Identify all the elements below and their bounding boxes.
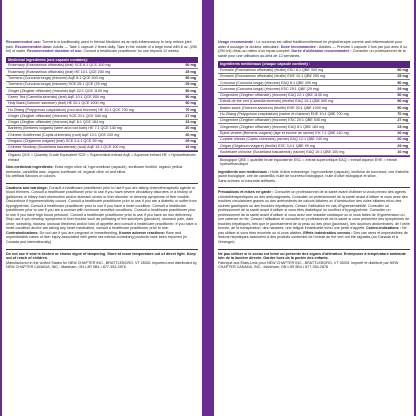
fr-ingredients-table	[218, 68, 410, 156]
table-row: Rosemary (Rosmarinus officinalis) (leaf) SCE 6:1 QCE 300 mg 50 mg	[8, 63, 196, 68]
en-table-header: Medicinal ingredients (one capsule contains):	[6, 57, 198, 64]
fr-cautions: Précautions et mises en garde : Consulter un professionnel de la santé avant d'utiliser si vous prenez des agents chimiothérapeutiques ou des anticoagulants. Consulter un professionnel de la santé avant d'utiliser si vous avez des troubles circulatoires graves ou des antécédents de calculs biliaires ou d'obstruction des voies biliaires et/ou des ulcères gastriques ou des troubles hépatiques. Cesser l'utilisation en cas d'hypersensibilité. Consulter un professionnel de la santé avant d'utiliser si vous êtes diabétique ou souffrez d'hypoglycémie. Consulter un professionnel de la santé avant d'utiliser si vous avez une maladie cardiaque ou si vous faites de l'hypertension ou une carence en fer. Cesser l'utilisation et consulter un professionnel de la santé si vous présentez des symptômes de troubles hépatiques, tels que le jaunissement de la peau ou des yeux (jaunisse), des douleurs abdominales, de l'urine foncée, de la transpiration, des nausées, une fatigue inhabituelle et/ou une perte d'appétit. Contre-indications : Ne pas utiliser si vous êtes enceinte ou si vous allaitez. Effets indésirables connus : Des cas rares et imprévisibles de lésions hépatiques associées à des produits contenant de l'extrait de thé vert ont été signalés (au Canada et à l'étranger).	[218, 187, 410, 244]
en-recommended-use: Recommended use: Turmeric is traditionally used in Herbal Medicine as an anti-inflammatory to help relieve joint pain. Recommended dose: Adults — Take 1 capsule 2 times daily. Take in the middle of a large meal with 8 oz. (250 ml) of water. Recommended duration of use: Consult a healthcare practitioner for use beyond 12 weeks.	[6, 40, 198, 54]
table-row: Gingembre (Zingiber officinale) (rhizome) EAQ 22:1 QBE 1100 mg 50 mg	[220, 93, 408, 98]
table-row: Ginger (Zingiber officinale) (rhizome) AqE 8:1 QCE 184 mg 23 mg	[8, 120, 196, 125]
table-row: Hu Zhang (Polygonum cuspidatum) (root and rhizome) HE 10:1 QCE 700 mg 70 mg	[8, 107, 196, 112]
table-row: Origan (Origanum vulgare) (feuille) ESC 3,4:1 QBE 99 mg 29 mg	[220, 143, 408, 148]
table-row: Turmeric (Curcuma longa) (rhizome) SCE 25:1 QCE (29 mg) 29 mg	[8, 82, 196, 87]
en-cautions: Cautions and warnings: Consult a healthcare practitioner prior to use if you are taking chemotherapeutic agents or blood thinners. Consult a healthcare practitioner prior to use if you have severe circulatory disorders or a history of gallstones or biliary tract obstruction and/or stomach ulcers or liver disorder or develop symptoms of liver trouble. Discontinue if hypersensitivity occurs. Consult a healthcare practitioner prior to use if you are a diabetic or suffer from hypoglycemia. Consult a healthcare practitioner prior to use if you have a heart condition. Consult a healthcare practitioner prior to use if you are a woman with hormone sensitive conditions. Consult a healthcare practitioner prior to use if you have high blood pressure. Consult a healthcare practitioner prior to use if you have an iron deficiency. Stop use if you develop symptoms of liver trouble such as yellowing of the skin/eyes (jaundice), stomach pain, dark urine, sweating, nausea, unusual tiredness and/or loss of appetite and consult a healthcare practitioner. If you have a heart condition and/or are taking any heart medication, consult a healthcare practitioner prior to use. Contraindications: Do not use if you are pregnant or breastfeeding. Known adverse reactions: Rare and unpredictable cases of liver injury associated with green tea extract-containing products have been reported (in Canada and internationally).	[6, 183, 198, 245]
table-row: Curcuma (Curcuma longa) (rhizome) EAQ 8:1 QBE 400 mg 50 mg	[220, 80, 408, 85]
table-row: Turmeric (Curcuma longa) (rhizome) AqE 8:1 QCE 400 mg 50 mg	[8, 76, 196, 81]
en-footer: Do not use if seal is broken or shows signs of tampering. Store at room temperature out of direct light. Keep out of reach of children. Manufactured in the United States for NEW CHAPTER INC., BRATTLEBORO, VT 05301 Imported and distributed by NEW CHAPTER CANADA, INC., Markham, ON L3R 5B4 • 877-354-2876	[6, 249, 198, 270]
table-row: Oregano (Origanum vulgare) (leaf) SCE 3.4:1 QCE 99 mg 29 mg	[8, 139, 196, 144]
table-row: Ginger (Zingiber officinale) (rhizome) SCE 20:1 QCE 540 mg 27 mg	[8, 113, 196, 118]
fr-legend: Biologique QBE = quantité brute équivalente ESC = extrait supercritique EAQ = extrait aqueux EHE = extrait hydroéthanolique	[218, 156, 410, 168]
fr-recommended-use: Usage recommandé : Le curcuma est utilisé traditionnellement en phytothérapie comme anti-inflammatoire pour aider à soulager la douleur articulaire. Dose recommandée : Adultes — Prendre 1 capsule 2 fois par jour avec 8 oz. (250 ml) d'eau au milieu d'un repas complet. Durée d'utilisation recommandée : Consulter un professionnel de la santé pour une utilisation au-delà de 12 semaines.	[218, 40, 409, 58]
table-row: Scutellaire chinoise (Scutellaria baicalensis) (racine) EAQ 10:1 QBE 100 mg 10 mg	[220, 149, 408, 154]
fr-non-medicinal: Ingrédients non médicinaux : Huile d'olive extravierge, hypromellose (capsule), lécithine de tournesol, cire d'abeille jaune biologique, cire de candelilla, huile de tournesol biologique, huile d'olive biologique et silice. Sans arômes ni colorants artificiels.	[218, 169, 409, 183]
table-row: Holy Basil (Ocimum sanctum) (leaf) HE 20:1 QCE 1000 mg 50 mg	[8, 101, 196, 106]
table-row: Gingembre (Zingiber officinale) (rhizome) ESC 20:1 QBE 540 mg 27 mg	[220, 118, 408, 123]
fr-table-header: Ingrédients médicinaux (chaque capsule contient) :	[218, 61, 410, 68]
table-row: Barberry (Berberis vulgaris) (stem and root bark) HE 7:1 QCE 140 mg 20 mg	[8, 126, 196, 131]
purple-divider	[202, 0, 214, 416]
table-row: Romarin (Rosmarinus officinalis) (feuille) EHE 10:1 QBE 250 mg 25 mg	[220, 74, 408, 79]
en-non-medicinal: Non-medicinal ingredients: Extra virgin olive oil, hypromellose (capsule), sunflower lecithin, organic yellow beeswax, candelilla wax, organic sunflower oil, organic olive oil and silica. No artificial flavours or colours.	[6, 165, 183, 179]
table-row: Rosemary (Rosmarinus officinalis) (leaf) HE 10:1 QCE 250 mg 25 mg	[8, 69, 196, 74]
table-row: Chinese Skullcap (Scutellaria baicalensis) (root) AqE 10:1 QCE 100 mg 10 mg	[8, 145, 196, 150]
table-row: Épine-vinette (Berberis vulgaris) (tige et écorce de racine) EH 7:1 QBE 140 mg 20 mg	[220, 130, 408, 135]
table-row: Chinese Goldthread (Coptis chinensis) (root) AqE 12:1 QCE 240 mg 20 mg	[8, 132, 196, 137]
en-ingredients-table	[6, 63, 198, 151]
fr-footer: Ne pas utiliser si le sceau est brisé ou présente des signes d'altération. Entreposer à température ambiante loin de la lumière directe. Garder hors de la portée des enfants. Fabriqué aux États-Unis pour NEW CHAPTER INC., BRATTLEBORO, VT 05301 Importé et distribué par NEW CHAPTER CANADA, INC., Markham, ON L3R 5B4 • 877-354-2876	[218, 249, 410, 270]
table-row: Coptide chinois (Coptis chinensis) (racine) EAQ 12:1 QBE 240 mg 20 mg	[220, 137, 408, 142]
french-column	[214, 0, 414, 416]
table-row: Ginger (Zingiber officinale) (rhizome) AqE 22:1 QCE 1100 mg 50 mg	[8, 88, 196, 93]
table-row: Extrait de thé vert (Camellia sinensis) (feuille) EAQ 10:1 QBE 500 mg 50 mg	[220, 99, 408, 104]
table-row: Hu Zhang (Polygonum cuspidatum) (racine et rhizome) EHE 10:1 QBE 700 mg 70 mg	[220, 112, 408, 117]
table-row: Curcuma (Curcuma longa) (rhizome) ESC 25:1 QBE (29 mg) 29 mg	[220, 86, 408, 91]
en-legend: Organic QCE = Quantity Crude Equivalent SCE = Supercritical extract AqE = Aqueous extract HE = Hydroethanolic extract	[6, 151, 198, 163]
table-row: Romarin (Rosmarinus officinalis) (feuille) ESC 6:1 QBE 300 mg 50 mg	[220, 67, 408, 72]
table-row: Basilic sacré (Ocimum sanctum) (feuille) EHE 20:1 QBE 1000 mg 50 mg	[220, 105, 408, 110]
english-column	[2, 0, 202, 416]
table-row: Green Tea (Camellia sinensis) (leaf) AqE 10:1 QCE 500 mg 50 mg	[8, 94, 196, 99]
table-row: Gingembre (Zingiber officinale) (rhizome) EAQ 8:1 QBE 184 mg 23 mg	[220, 124, 408, 129]
